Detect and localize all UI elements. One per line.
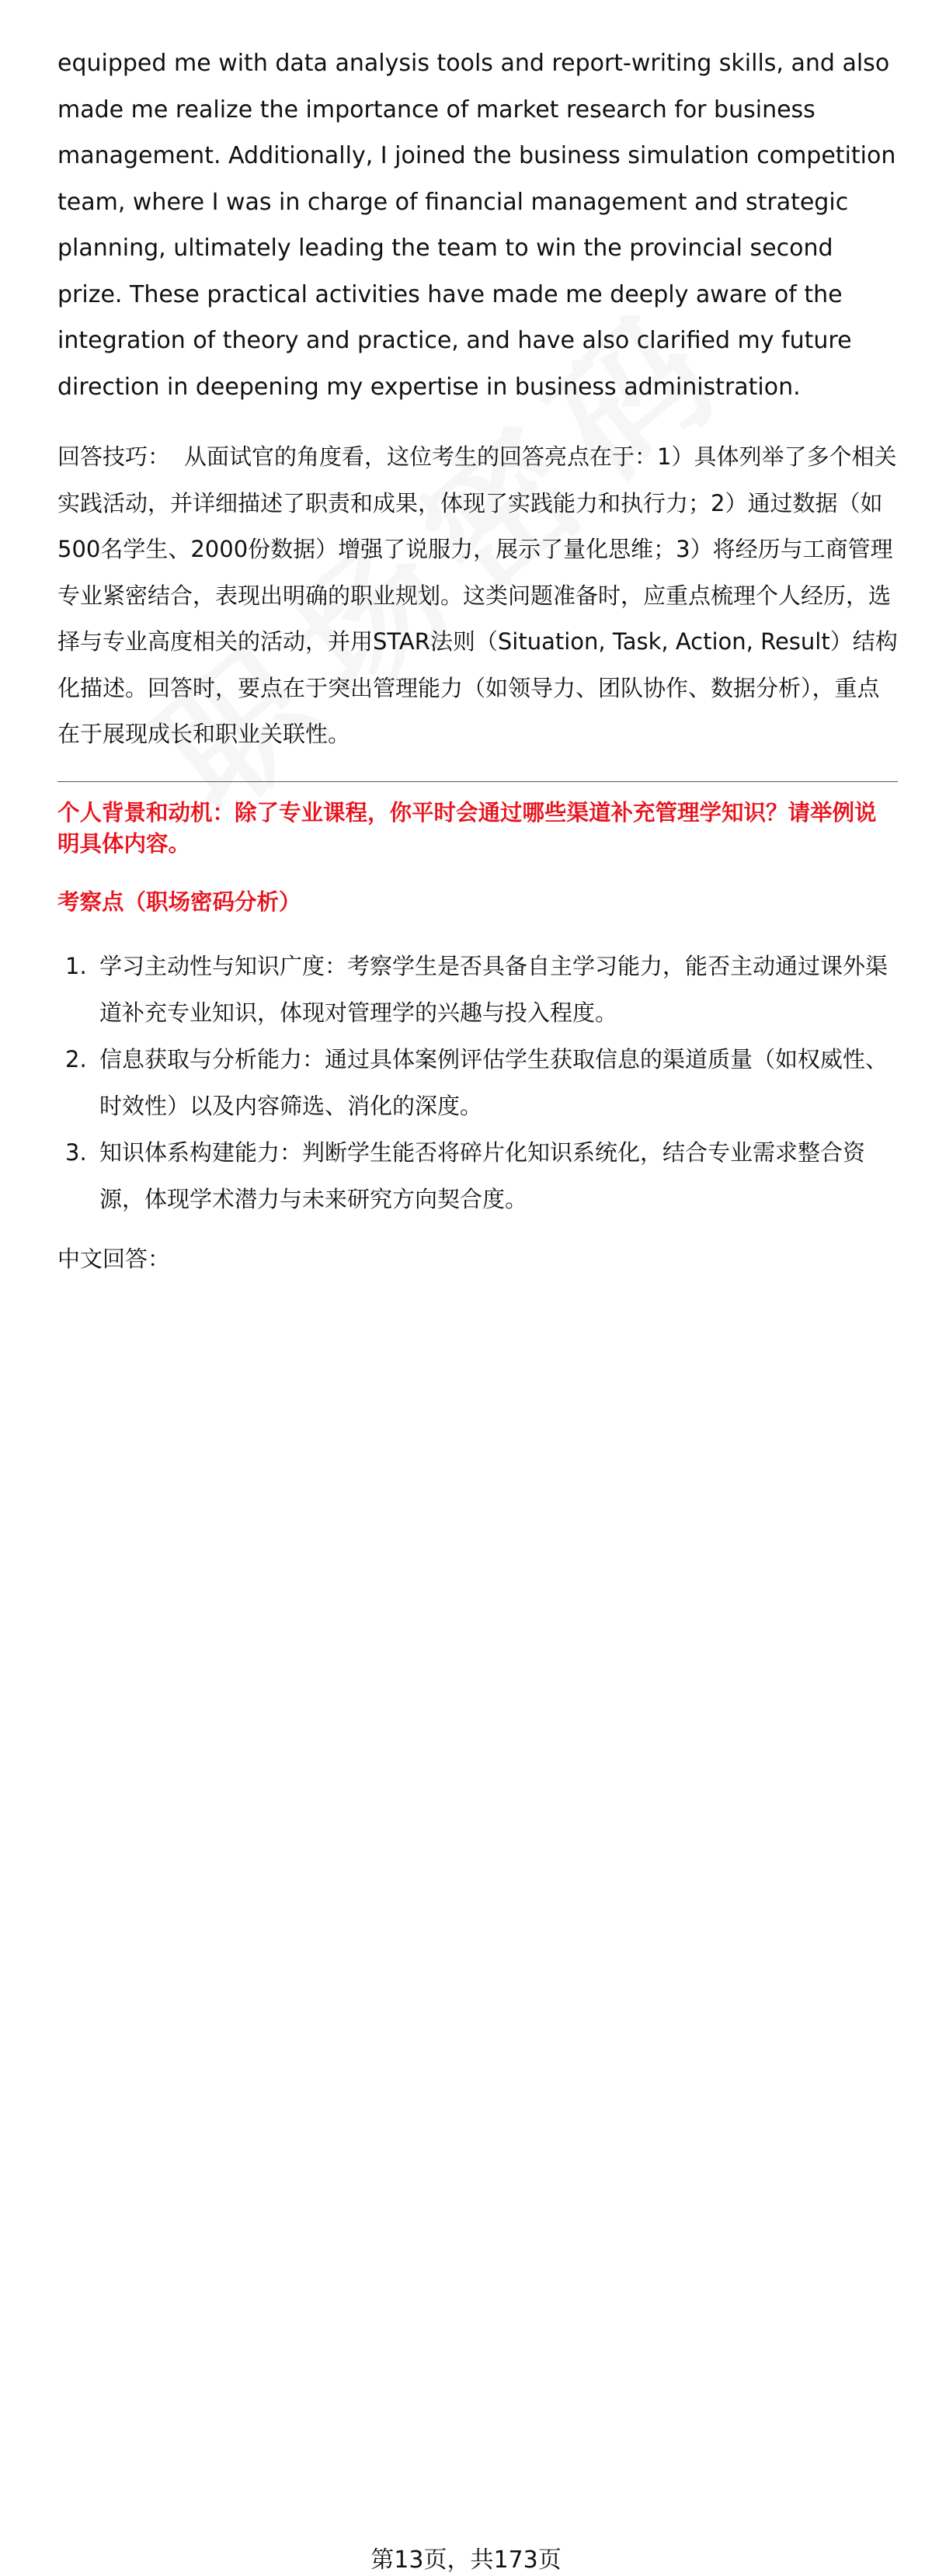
- assessment-points-heading: 考察点（职场密码分析）: [57, 888, 301, 915]
- answer-tips: [57, 434, 898, 758]
- assessment-points-list: [57, 943, 898, 1222]
- page-number-footer: 第13页，共173页: [370, 2546, 562, 2574]
- list-item-text: 信息获取与分析能力：通过具体案例评估学生获取信息的渠道质量（如权威性、时效性）以及内容筛选、消化的深度。: [99, 1045, 889, 1119]
- list-item-text: 学习主动性与知识广度：考察学生是否具备自主学习能力，能否主动通过课外渠道补充专业知识，体现对管理学的兴趣与投入程度。: [99, 952, 889, 1026]
- list-item-number: 2.: [65, 1045, 87, 1072]
- tips-label: 回答技巧：: [57, 443, 171, 470]
- list-item-number: 3.: [65, 1139, 87, 1166]
- document-page: [57, 40, 898, 1278]
- list-item-text: 知识体系构建能力：判断学生能否将碎片化知识系统化，结合专业需求整合资源，体现学术潜力与未来研究方向契合度。: [99, 1139, 866, 1212]
- list-item: [57, 1036, 898, 1129]
- section-divider: [57, 781, 898, 782]
- question-heading: 个人背景和动机：除了专业课程，你平时会通过哪些渠道补充管理学知识？请举例说明具体内容。: [57, 799, 877, 857]
- list-item: [57, 1129, 898, 1222]
- list-item: [57, 943, 898, 1036]
- list-item-number: 1.: [65, 952, 87, 979]
- english-answer-paragraph: equipped me with data analysis tools and report-writing skills, and also made me realize the importance of market research for business management. Additionally, I joined the business simulation competition team, where I was in charge of financial management and strategic planning, ultimately leading the team to win the provincial second prize. These practical activities have made me deeply aware of the integration of theory and practice, and have also clarified my future direction in deepening my expertise in business administration.: [57, 50, 896, 401]
- tips-text: 从面试官的角度看，这位考生的回答亮点在于：1）具体列举了多个相关实践活动，并详细描述了职责和成果，体现了实践能力和执行力；2）通过数据（如500名学生、2000份数据）增强了说服力，展示了量化思维；3）将经历与工商管理专业紧密结合，表现出明确的职业规划。这类问题准备时，应重点梳理个人经历，选择与专业高度相关的活动，并用STAR法则（Situation, Task, Action, Result）结构化描述。回答时，要点在于突出管理能力（如领导力、团队协作、数据分析），重点在于展现成长和职业关联性。: [57, 443, 898, 747]
- chinese-answer-label: 中文回答：: [57, 1245, 171, 1272]
